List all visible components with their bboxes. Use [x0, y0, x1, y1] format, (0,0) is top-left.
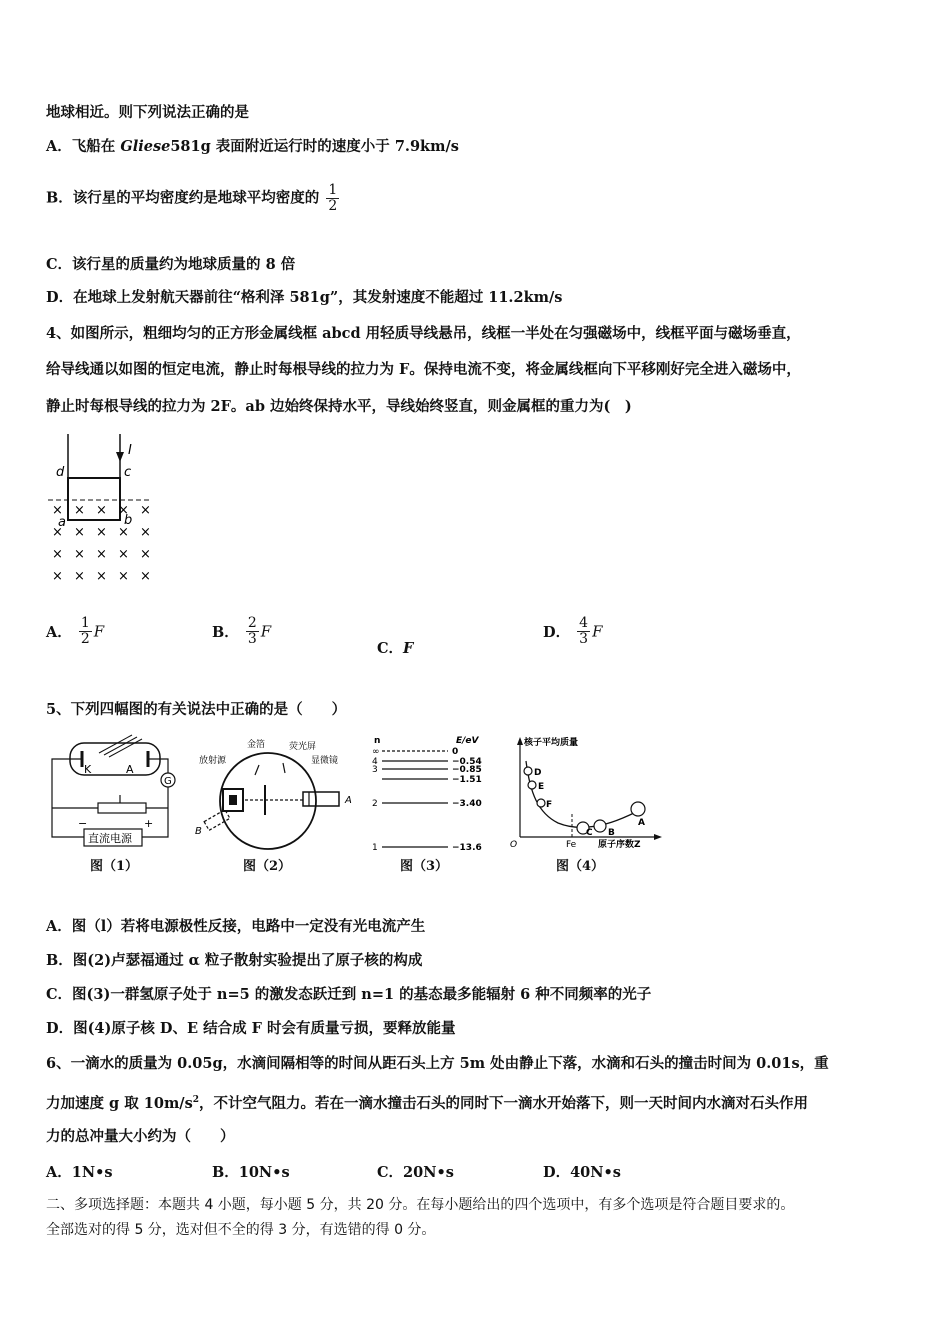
source-label: 放射源	[199, 756, 227, 766]
field-cross-mark: ×	[140, 569, 151, 584]
q4-stem-line1: 4、如图所示，粗细均匀的正方形金属线框 abcd 用轻质导线悬吊，线框一半处在匀强磁场中，线框平面与磁场垂直，	[46, 325, 801, 342]
q6-option-a: A．1N•s	[46, 1164, 113, 1181]
power-supply-label: 直流电源	[88, 832, 132, 845]
energy-level-n: 4	[372, 757, 378, 767]
nucleus-point	[594, 820, 606, 832]
position-a-label: A	[345, 795, 352, 806]
field-cross-mark: ×	[52, 569, 63, 584]
microscope-label: 显微镜	[311, 756, 339, 766]
origin-label: O	[510, 840, 518, 850]
field-cross-mark: ×	[140, 503, 151, 518]
q5-fig2-caption: 图（2）	[243, 859, 292, 874]
label-b: b	[124, 513, 133, 528]
cathode-label: K	[84, 763, 92, 776]
q6-option-c: C．20N•s	[377, 1164, 454, 1181]
fe-label: Fe	[566, 840, 577, 850]
field-cross-mark: ×	[52, 547, 63, 562]
screen-label: 荧光屏	[289, 742, 317, 752]
y-axis-label: 核子平均质量	[524, 738, 579, 748]
nucleus-point	[631, 802, 645, 816]
field-cross-mark: ×	[118, 569, 129, 584]
q6-stem-line2: 力加速度 g 取 $10m/s^2$，不计空气阻力。若在一滴水撞击石头的同时下一滴水开始落下，则一天时间内水滴对石头作用	[46, 1094, 809, 1112]
q4-stem-line3: 静止时每根导线的拉力为 2F。ab 边始终保持水平，导线始终竖直，则金属框的重力为( )	[46, 398, 632, 415]
field-cross-mark: ×	[140, 547, 151, 562]
q4-wire-frame-figure	[44, 428, 164, 588]
field-cross-mark: ×	[52, 503, 63, 518]
current-label: I	[128, 443, 132, 458]
q5-fig1-photoelectric-circuit	[44, 733, 184, 853]
q4-option-c: C．F	[377, 640, 414, 657]
q3-stem-tail: 地球相近。则下列说法正确的是	[46, 104, 249, 121]
energy-level-value: 0	[452, 747, 459, 757]
nucleus-point	[528, 781, 536, 789]
energy-level-value: −1.51	[452, 775, 482, 785]
q5-option-b: B．图(2)卢瑟福通过 α 粒子散射实验提出了原子核的构成	[46, 952, 423, 969]
label-c: c	[124, 465, 132, 480]
field-cross-mark: ×	[96, 569, 107, 584]
minus-label: −	[78, 817, 88, 830]
level-energy-header: E/eV	[456, 736, 479, 746]
energy-level-n: 3	[372, 765, 378, 775]
q5-option-c: C．图(3)一群氢原子处于 n=5 的激发态跃迁到 n=1 的基态最多能辐射 6 种不同频率的光子	[46, 986, 652, 1003]
field-cross-mark: ×	[118, 503, 129, 518]
energy-level-value: −13.6	[452, 843, 482, 853]
q5-option-a: A．图（l）若将电源极性反接，电路中一定没有光电流产生	[46, 918, 426, 935]
q5-fig4-caption: 图（4）	[556, 859, 605, 874]
q6-stem-line3: 力的总冲量大小约为（ ）	[46, 1128, 235, 1145]
label-d: d	[56, 465, 65, 480]
q5-fig4-nucleon-mass-curve	[508, 733, 663, 858]
anode-label: A	[126, 763, 134, 776]
q4-stem-line2: 给导线通以如图的恒定电流，静止时每根导线的拉力为 F。保持电流不变，将金属线框向下平移刚好完全进入磁场中，	[46, 361, 801, 378]
section2-heading-line1: 二、多项选择题：本题共 4 小题，每小题 5 分，共 20 分。在每小题给出的四个选项中，有多个选项是符合题目要求的。	[46, 1197, 795, 1213]
nucleus-label: E	[538, 782, 545, 792]
q6-option-b: B．10N•s	[212, 1164, 290, 1181]
q4-option-a: A． $\frac{1}{2}$ F	[46, 615, 105, 647]
q4-option-d: D． $\frac{4}{3}$ F	[543, 615, 603, 647]
fraction-one-half: $\frac{1}{2}$	[328, 182, 338, 214]
q5-fig3-energy-levels	[368, 733, 493, 858]
q3-option-c: C．该行星的质量约为地球质量的 8 倍	[46, 256, 296, 273]
x-axis-label: 原子序数Z	[598, 840, 641, 850]
section2-heading-line2: 全部选对的得 5 分，选对但不全的得 3 分，有选错的得 0 分。	[46, 1222, 436, 1238]
galvanometer-label: G	[164, 776, 172, 787]
field-cross-mark: ×	[140, 525, 151, 540]
plus-label: +	[144, 817, 154, 830]
magnetic-field-marks	[52, 503, 151, 584]
q5-fig2-rutherford-apparatus	[193, 733, 353, 858]
field-cross-mark: ×	[96, 547, 107, 562]
energy-level-value: −3.40	[452, 799, 482, 809]
nucleus-label: D	[534, 768, 542, 778]
q5-option-d: D．图(4)原子核 D、E 结合成 F 时会有质量亏损，要释放能量	[46, 1020, 456, 1037]
q6-stem-line1: 6、一滴水的质量为 0.05g，水滴间隔相等的时间从距石头上方 5m 处由静止下落，水滴和石头的撞击时间为 0.01s，重	[46, 1055, 829, 1072]
label-a: a	[58, 515, 66, 530]
field-cross-mark: ×	[52, 525, 63, 540]
field-cross-mark: ×	[74, 503, 85, 518]
field-cross-mark: ×	[118, 525, 129, 540]
field-cross-mark: ×	[74, 547, 85, 562]
nucleus-label: A	[638, 818, 645, 828]
energy-level-n: 2	[372, 799, 378, 809]
nucleus-point	[524, 767, 532, 775]
nucleus-point	[537, 799, 545, 807]
energy-level-value: −0.85	[452, 765, 482, 775]
q3-option-d: D．在地球上发射航天器前往“格利泽 581g”，其发射速度不能超过 11.2km/s	[46, 289, 563, 306]
gold-foil-label: 金箔	[247, 740, 266, 750]
energy-level-n: 1	[372, 843, 378, 853]
field-cross-mark: ×	[118, 547, 129, 562]
q5-fig3-caption: 图（3）	[400, 859, 449, 874]
q3-option-b: B．该行星的平均密度约是地球平均密度的 $\frac{1}{2}$	[46, 182, 338, 214]
level-n-header: n	[374, 736, 381, 746]
q3-option-a: A．飞船在 Gliese581g 表面附近运行时的速度小于 7.9km/s	[46, 138, 459, 155]
field-cross-mark: ×	[96, 525, 107, 540]
position-b-label: B	[195, 826, 202, 837]
energy-level-value: −0.54	[452, 757, 482, 767]
nucleus-label: B	[608, 828, 615, 838]
q6-option-d: D．40N•s	[543, 1164, 621, 1181]
q5-fig1-caption: 图（1）	[90, 859, 139, 874]
field-cross-mark: ×	[74, 569, 85, 584]
energy-level-n: ∞	[372, 747, 380, 757]
q4-option-b: B． $\frac{2}{3}$ F	[212, 615, 272, 647]
nucleus-label: C	[586, 828, 593, 838]
q5-stem: 5、下列四幅图的有关说法中正确的是（ ）	[46, 701, 347, 718]
field-cross-mark: ×	[96, 503, 107, 518]
field-cross-mark: ×	[74, 525, 85, 540]
nucleus-label: F	[546, 800, 553, 810]
